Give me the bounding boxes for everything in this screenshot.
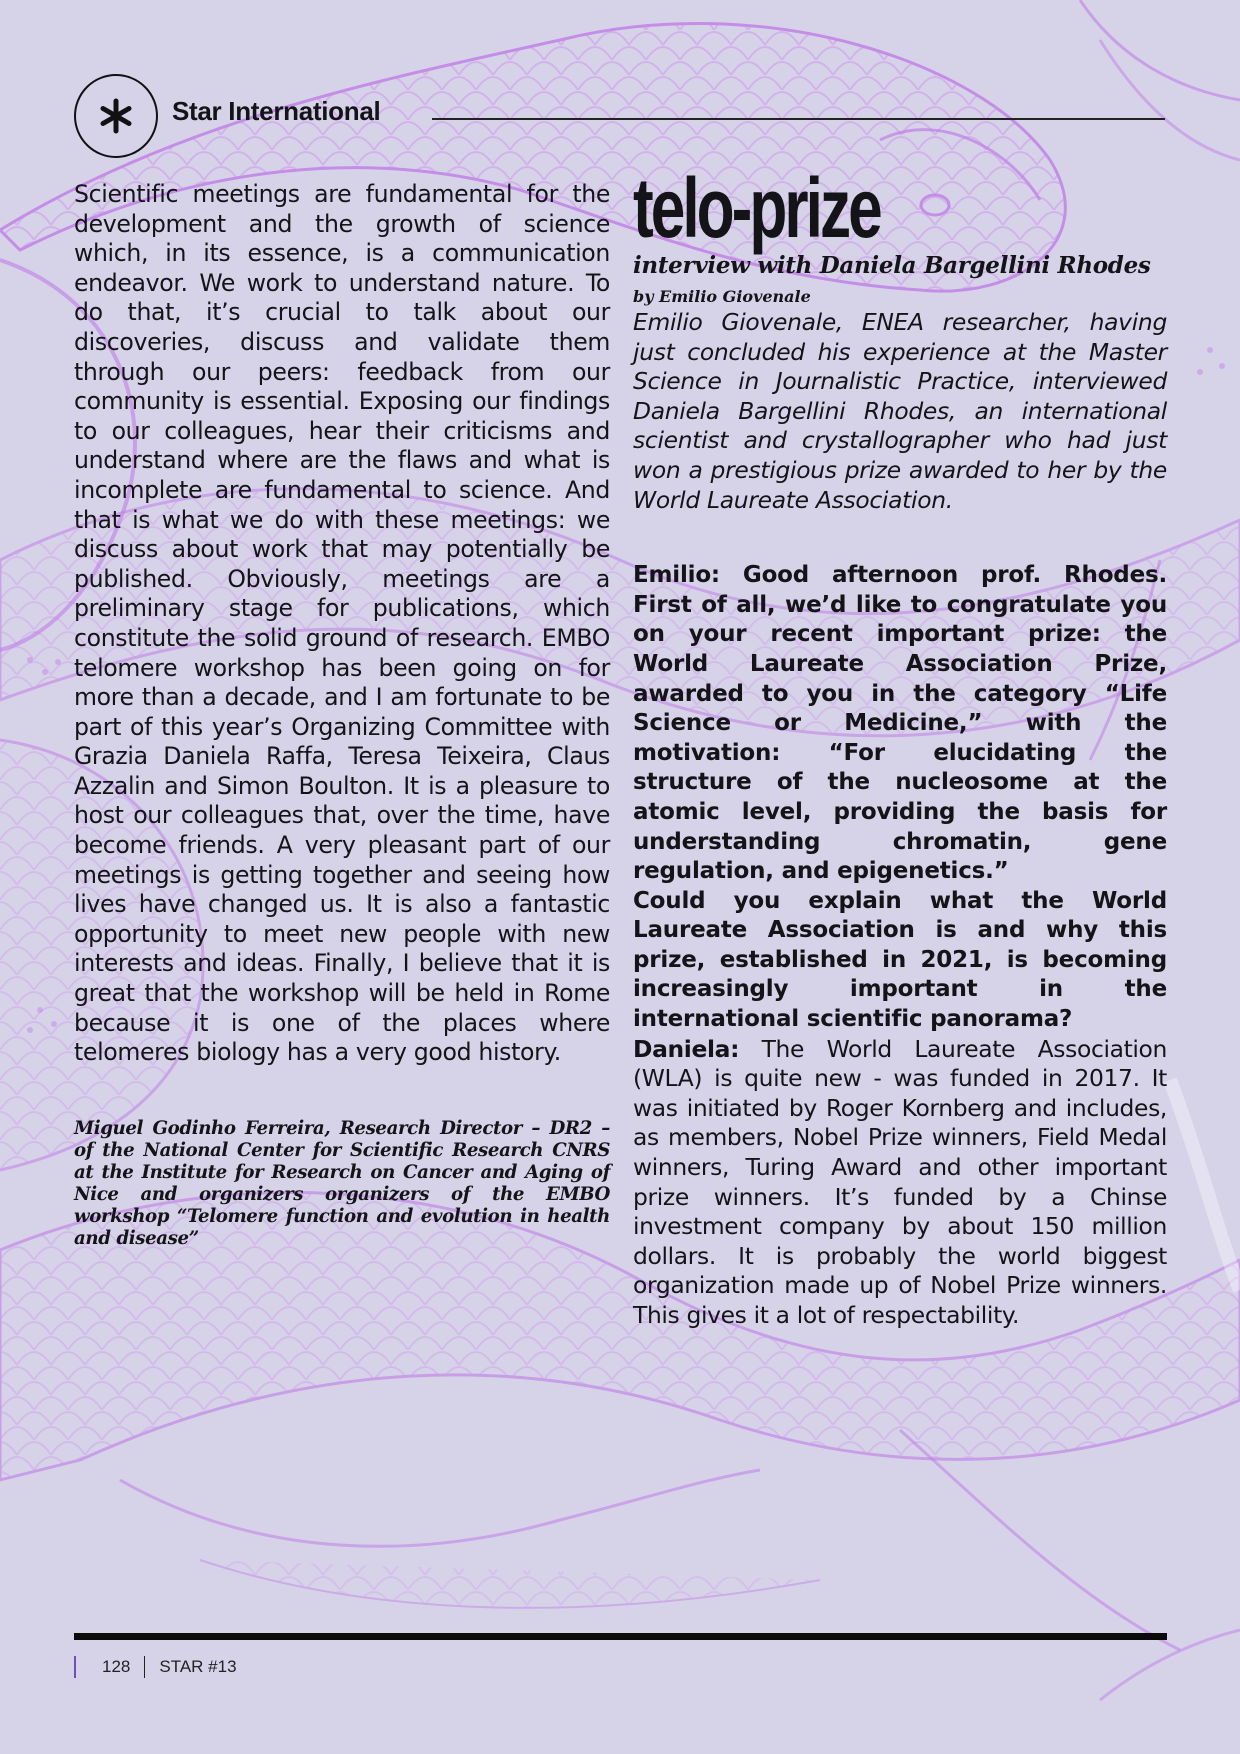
star-logo: [74, 74, 158, 158]
page-footer: [74, 1654, 237, 1680]
section-name: Star International: [172, 96, 381, 126]
answer-speaker: Daniela:: [633, 1034, 740, 1063]
author-credit: Miguel Godinho Ferreira, Research Director – DR2 – of the National Center for Scientific Research CNRS at the Institute for Research on Cancer and Aging of Nice and organizers organizers of the EMBO workshop “Telomere function and evolution in health and disease”: [74, 1117, 610, 1249]
issue-label: STAR #13: [159, 1657, 237, 1676]
interview-question-1: Emilio: Good afternoon prof. Rhodes. First of all, we’d like to congratulate you on your recent important prize: the World Laureate Association Prize, awarded to you in the category “Life Science or Medicine,” with the motivation: “For elucidating the structure of the nucleosome at the atomic level, providing the basis for understanding chromatin, gene regulation, and epigenetics.”: [633, 562, 1167, 885]
footer-accent-bar: [74, 1656, 76, 1678]
asterisk-icon: [98, 98, 134, 134]
header-rule: [432, 118, 1165, 120]
left-column: [74, 180, 610, 1250]
interview-answer: [633, 1035, 1167, 1331]
article-intro: Emilio Giovenale, ENEA researcher, having just concluded his experience at the Master Science in Journalistic Practice, interviewed Daniela Bargellini Rhodes, an international scientist and crystallographer who had just won a prestigious prize awarded to her by the World Laureate Association.: [633, 308, 1167, 514]
article-title: telo-prize: [633, 161, 880, 255]
interview-question-2: Could you explain what the World Laureate Association is and why this prize, established in 2021, is becoming increasingly important in the international scientific panorama?: [633, 887, 1167, 1033]
footer-separator: [144, 1656, 145, 1678]
page-number: 128: [102, 1657, 131, 1676]
article-column: [633, 161, 1167, 1331]
article-subtitle: interview with Daniela Bargellini Rhodes: [633, 252, 1151, 279]
editorial-body: Scientific meetings are fundamental for the development and the growth of science which, in its essence, is a communication endeavor. We work to understand nature. To do that, it’s crucial to talk about our discoveries, discuss and validate them through our peers: feedback from our community is essential. Exposing our findings to our colleagues, hear their criticisms and understand where are the flaws and what is incomplete are fundamental to science. And that is what we do with these meetings: we discuss about work that may potentially be published. Obviously, meetings are a preliminary stage for publications, which constitute the solid ground of research. EMBO telomere workshop has been going on for more than a decade, and I am fortunate to be part of this year’s Organizing Committee with Grazia Daniela Raffa, Teresa Teixeira, Claus Azzalin and Simon Boulton. It is a pleasure to host our colleagues that, over the time, have become friends. A very pleasant part of our meetings is getting together and seeing how lives have changed us. It is also a fantastic opportunity to meet new people with new interests and ideas. Finally, I believe that it is great that the workshop will be held in Rome because it is one of the places where telomeres biology has a very good history.: [74, 180, 610, 1067]
answer-text: The World Laureate Association (WLA) is quite new - was funded in 2017. It was initiated by Roger Kornberg and includes, as members, Nobel Prize winners, Field Medal winners, Turing Award and other important prize winners. It’s funded by a Chinse investment company by about 150 million dollars. It is probably the world biggest organization made up of Nobel Prize winners. This gives it a lot of respectability.: [633, 1034, 1167, 1329]
article-byline: by Emilio Giovenale: [633, 287, 811, 306]
footer-rule: [74, 1633, 1167, 1640]
